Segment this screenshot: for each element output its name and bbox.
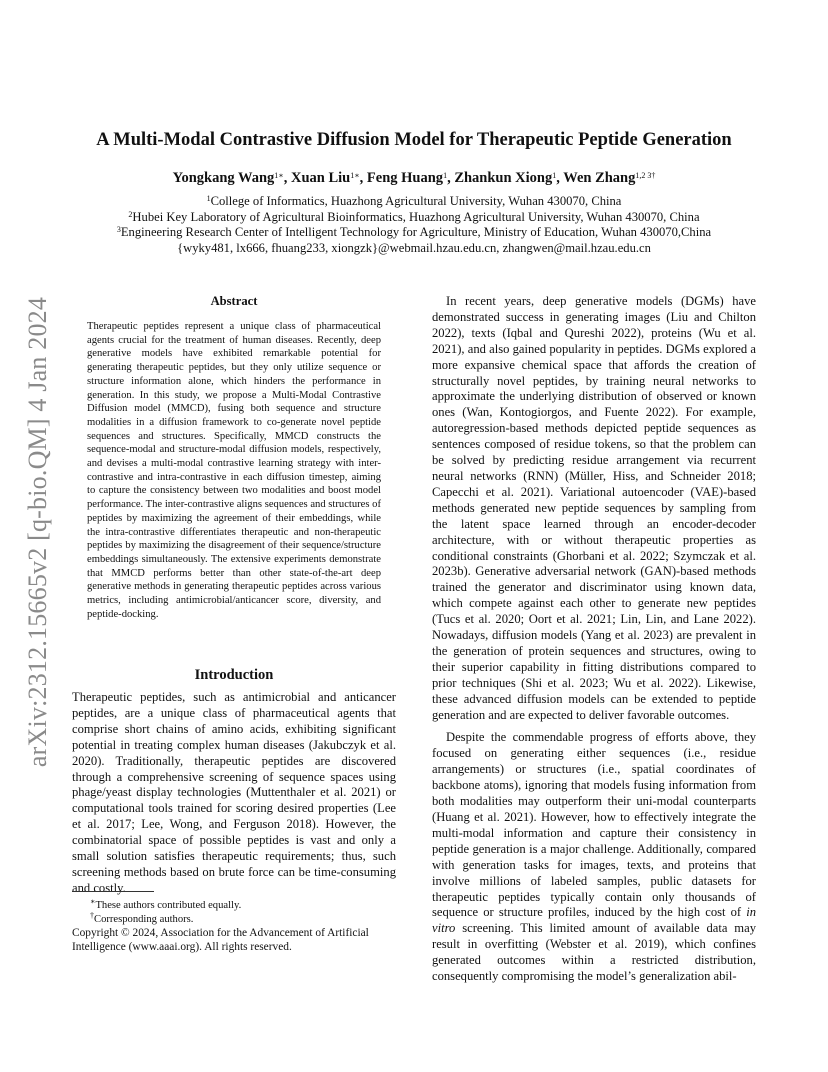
footnote-corresponding bbox=[90, 913, 396, 926]
affiliation-text: Hubei Key Laboratory of Agricultural Bioinformatics, Huazhong Agricultural University, Wuhan 430070, China bbox=[132, 209, 700, 224]
footnote-rule bbox=[72, 891, 154, 892]
arxiv-id: arXiv:2312.15665v2 [q-bio.QM] 4 Jan 2024 bbox=[23, 296, 52, 768]
affiliation bbox=[60, 225, 768, 241]
body-paragraph: In recent years, deep generative models (DGMs) have demonstrated success in generating images (Liu and Chilton 2022), texts (Iqbal and Qureshi 2022), proteins (Wu et al. 2021), and also gained popularity in peptides. DGMs explored a more expansive chemical space that affords the creation of structurally novel peptides, by training neural networks to approximate the underlying distribution of observed or known ones (Wan, Kontogiorgos, and Fuente 2022). For example, autoregression-based methods depicted peptide sequences as sentences composed of residue tokens, so that the problem can be solved by predicting residue arrangement via recurrent neural networks (RNN) (Müller, Hiss, and Schneider 2018; Capecchi et al. 2021). Variational autoencoder (VAE)-based methods generated new peptide sequences by sampling from the latent space learned through an encoder-decoder architecture, with or without therapeutic properties as conditional constraints (Ghorbani et al. 2022; Szymczak et al. 2023b). Generative adversarial network (GAN)-based methods trained the generator and discriminator using known data, which compete against each other to generate new peptides (Tucs et al. 2020; Oort et al. 2021; Lin, Lin, and Lane 2022). Nowadays, diffusion models (Yang et al. 2023) are prevalent in the generation of protein sequences and structures, owing to their superior capability in fitting distributions compared to prior techniques (Shi et al. 2023; Wu et al. 2022). Likewise, these advanced diffusion models can be extended to peptide generation and are expected to deliver favorable outcomes. bbox=[432, 294, 756, 722]
footnote-mark: † bbox=[90, 911, 94, 920]
author-mark: 1,2 3† bbox=[635, 171, 656, 180]
affiliation-mark: 1 bbox=[206, 194, 211, 203]
introduction-heading: Introduction bbox=[194, 667, 274, 683]
author-name: Wen Zhang bbox=[563, 170, 636, 186]
affiliation bbox=[60, 194, 768, 210]
footnote-mark: ∗ bbox=[90, 897, 96, 906]
affiliation-mark: 2 bbox=[128, 209, 133, 219]
author-mark: 1 bbox=[443, 171, 448, 180]
email-line: {wyky481, lx666, fhuang233, xiongzk}@webmail.hzau.edu.cn, zhangwen@mail.hzau.edu.cn bbox=[177, 240, 651, 255]
paper-title: A Multi-Modal Contrastive Diffusion Model for Therapeutic Peptide Generation bbox=[96, 130, 732, 150]
author-mark: 1 bbox=[552, 171, 557, 180]
arxiv-sidebar-stamp bbox=[14, 272, 62, 792]
author-name: Feng Huang bbox=[366, 170, 444, 186]
abstract-heading: Abstract bbox=[210, 294, 258, 308]
author-name: Zhankun Xiong bbox=[454, 170, 553, 186]
right-column bbox=[432, 294, 756, 985]
body-paragraph bbox=[432, 730, 756, 985]
footnote-equal bbox=[90, 899, 396, 912]
introduction-paragraph: Therapeutic peptides, such as antimicrobial and anticancer peptides, are a unique class of pharmaceutical agents that comprise short chains of amino acids, exhibiting significant potential in treating complex human diseases (Jakubczyk et al. 2020). Traditionally, therapeutic peptides are discovered through a comprehensive screening of sequence spaces using phage/yeast display technologies (Muttenthaler et al. 2021) or computational tools trained for scoring desired properties (Lee et al. 2017; Lee, Wong, and Ferguson 2018). However, the combinatorial space of possible peptides is vast and only a small solution satisfies therapeutic requirements; thus, such screening methods based on brute force can be time-consuming and costly. bbox=[72, 690, 396, 895]
footnote-text: Corresponding authors. bbox=[94, 914, 194, 925]
affiliation-mark: 3 bbox=[116, 225, 121, 234]
affiliation bbox=[60, 210, 768, 226]
affiliation-text: Engineering Research Center of Intelligent Technology for Agriculture, Ministry of Education, Wuhan 430070,China bbox=[120, 225, 712, 239]
footnote-text: These authors contributed equally. bbox=[95, 900, 242, 911]
paragraph-italic: in vitro bbox=[432, 905, 756, 936]
paragraph-text: Despite the commendable progress of efforts above, they focused on generating either sequences (i.e., residue arrangements) or structures (i.e., spatial coordinates of backbone atoms), ignoring that models fusing information from both modalities may outperform their uni-modal counterparts (Huang et al. 2021). However, how to effectively integrate the multi-modal information and capture their consistency in peptide generation is a major challenge. Additionally, compared with generation tasks for images, texts, and proteins that involve millions of labeled samples, public datasets for therapeutic peptides typically contain only thousands of sequence or structure profiles, induced by the high cost of bbox=[432, 730, 756, 920]
abstract-body: Therapeutic peptides represent a unique class of pharmaceutical agents crucial for the treatment of human diseases. Recently, deep generative models have exhibited remarkable potential for generating therapeutic peptides, but they only utilize sequence or structure information alone, which hinders the performance in generation. In this study, we propose a Multi-Modal Contrastive Diffusion model (MMCD), fusing both sequence and structure modalities in a diffusion framework to co-generate novel peptide sequences and structures. Specifically, MMCD constructs the sequence-modal and structure-modal diffusion models, respectively, and devises a multi-modal contrastive learning strategy with inter-contrastive and intra-contrastive in each diffusion timestep, aiming to capture the consistency between two modalities and boost model performance. The inter-contrastive aligns sequences and structures of peptides by maximizing the agreement of their embeddings, while the intra-contrastive differentiates therapeutic and non-therapeutic peptides by maximizing the disagreement of their sequence/structure embeddings simultaneously. The extensive experiments demonstrate that MMCD performs better than other state-of-the-art deep generative methods in generating therapeutic peptides across various metrics, including antimicrobial/anticancer score, diversity, and peptide-docking. bbox=[87, 321, 381, 620]
copyright-notice: Copyright © 2024, Association for the Advancement of Artificial Intelligence (www.aaai.org). All rights reserved. bbox=[72, 927, 369, 953]
author-list: Yongkang Wang$^{1∗}$, Xuan Liu$^{1∗}$, Feng Huang$^1$, Zhankun Xiong$^1$, Wen Zhang$^{1,2 3\dagger}$ bbox=[172, 170, 656, 186]
author-name: Xuan Liu bbox=[290, 170, 351, 186]
affiliations bbox=[60, 194, 768, 256]
author-mark: 1∗ bbox=[274, 171, 284, 180]
paragraph-text: screening. This limited amount of available data may result in overfitting (Webster et al. 2019), which confines generated outcomes within a restricted distribution, consequently compromising the model’s generalization abil- bbox=[432, 921, 756, 984]
author-mark: 1∗ bbox=[350, 171, 360, 180]
author-name: Yongkang Wang bbox=[172, 170, 275, 186]
affiliation-text: College of Informatics, Huazhong Agricultural University, Wuhan 430070, China bbox=[210, 194, 622, 208]
